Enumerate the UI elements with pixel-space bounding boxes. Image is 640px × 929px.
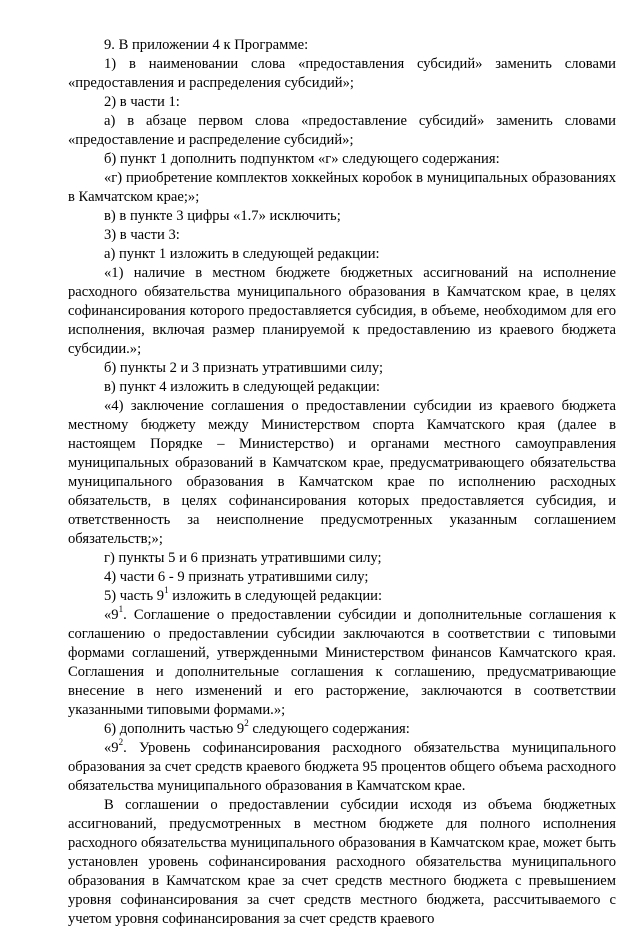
paragraph-18-pre: 6) дополнить частью 9	[104, 721, 245, 737]
superscript: 1	[164, 585, 169, 596]
paragraph-17-post: . Соглашение о предоставлении субсидии и дополнительные соглашения к соглашению о предоставлении субсидии заключаются в соответствии с типовыми формами соглашений, утвержденными Министерством финансов Камчатского края. Соглашения и дополнительные соглашения к соглашению, предусматривающие внесение в него изменений и его расторжение, заключаются в соответствии указанными типовыми формами.»;	[68, 607, 616, 718]
paragraph-6: «г) приобретение комплектов хоккейных коробок в муниципальных образованиях в Камчатском крае;»;	[68, 170, 616, 205]
superscript: 2	[118, 737, 124, 748]
paragraph-19	[68, 739, 616, 796]
paragraph-18	[68, 720, 616, 739]
paragraph-18-post: следующего содержания:	[248, 721, 410, 737]
superscript: 1	[118, 604, 124, 615]
document-body	[68, 36, 616, 929]
paragraph-15: 4) части 6 - 9 признать утратившими силу;	[104, 569, 369, 585]
paragraph-10: «1) наличие в местном бюджете бюджетных ассигнований на исполнение расходного обязательства муниципального образования в Камчатском крае, в целях софинансирования которого предоставляется субсидия, в объеме, необходимом для его исполнения, включая размер планируемой к предоставлению из краевого бюджета субсидии.»;	[68, 265, 616, 357]
paragraph-16	[68, 587, 616, 606]
paragraph-2: 1) в наименовании слова «предоставления субсидий» заменить словами «предоставления и распределения субсидий»;	[68, 56, 616, 91]
paragraph-14: г) пункты 5 и 6 признать утратившими силу;	[104, 550, 382, 566]
paragraph-16-post: изложить в следующей редакции:	[168, 588, 383, 604]
paragraph-1: 9. В приложении 4 к Программе:	[104, 37, 309, 53]
paragraph-19-post: . Уровень софинансирования расходного обязательства муниципального образования за счет средств краевого бюджета 95 процентов общего объема расходного обязательства муниципального образования в Камчатском крае.	[68, 740, 616, 794]
superscript: 2	[244, 718, 249, 729]
paragraph-9: а) пункт 1 изложить в следующей редакции:	[104, 246, 380, 262]
paragraph-13: «4) заключение соглашения о предоставлении субсидии из краевого бюджета местному бюджету между Министерством спорта Камчатского края (далее в настоящем Порядке – Министерство) и органами местного самоуправления муниципальных образований в Камчатском крае, предусматривающего обязательства муниципального образования в Камчатском крае по исполнению расходных обязательств, в целях софинансирования которых предоставляется субсидия, и ответственность за неисполнение предусмотренных указанным соглашением обязательств;»;	[68, 398, 616, 547]
paragraph-3: 2) в части 1:	[104, 94, 180, 110]
paragraph-12: в) пункт 4 изложить в следующей редакции:	[104, 379, 380, 395]
paragraph-17-pre: «9	[104, 607, 119, 623]
paragraph-11: б) пункты 2 и 3 признать утратившими силу;	[104, 360, 383, 376]
paragraph-20: В соглашении о предоставлении субсидии исходя из объема бюджетных ассигнований, предусмотренных в местном бюджете для полного исполнения расходного обязательства муниципального образования в Камчатском крае, может быть установлен уровень софинансирования расходного обязательства муниципального образования в Камчатском крае за счет средств местного бюджета с превышением уровня софинансирования за счет средств местного бюджета, рассчитываемого с учетом уровня софинансирования за счет средств краевого	[68, 797, 616, 927]
paragraph-7: в) в пункте 3 цифры «1.7» исключить;	[104, 208, 341, 224]
paragraph-8: 3) в части 3:	[104, 227, 180, 243]
paragraph-4: а) в абзаце первом слова «предоставление субсидий» заменить словами «предоставление и распределение субсидий»;	[68, 113, 616, 148]
paragraph-5: б) пункт 1 дополнить подпунктом «г» следующего содержания:	[104, 151, 500, 167]
paragraph-17	[68, 606, 616, 720]
paragraph-16-pre: 5) часть 9	[104, 588, 165, 604]
paragraph-19-pre: «9	[104, 740, 119, 756]
